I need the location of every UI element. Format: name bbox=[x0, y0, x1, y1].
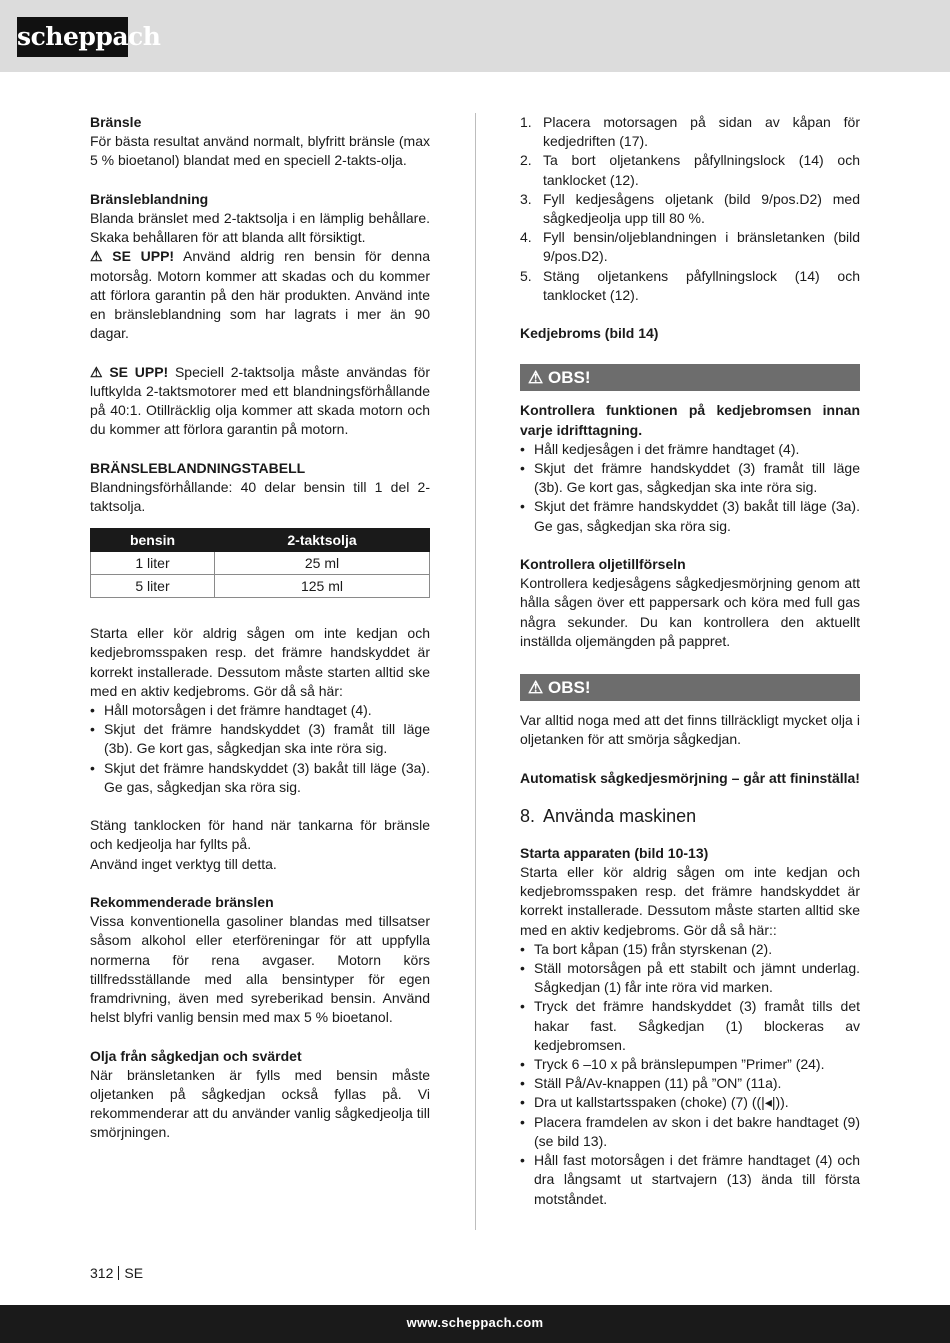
list-item: • Ta bort kåpan (15) från styrskenan (2). bbox=[520, 940, 860, 959]
table-cell: 125 ml bbox=[215, 575, 430, 598]
obs-banner-2: ⚠ OBS! bbox=[520, 674, 860, 701]
page-footer bbox=[0, 1305, 950, 1343]
heading-starta: Starta apparaten (bild 10-13) bbox=[520, 844, 709, 861]
list-item: 3. Fyll kedjesågens oljetank (bild 9/pos.D2) med sågkedjeolja upp till 80 %. bbox=[520, 190, 860, 227]
fill-steps-list bbox=[520, 113, 860, 305]
section-title: 8. Använda maskinen bbox=[520, 805, 697, 826]
kontroll-list bbox=[520, 440, 860, 536]
left-column bbox=[90, 113, 430, 1143]
list-item: 4. Fyll bensin/oljeblandningen i bränsletanken (bild 9/pos.D2). bbox=[520, 229, 860, 265]
list-item: • Tryck 6 –10 x på bränslepumpen ”Primer” (24). bbox=[520, 1055, 860, 1074]
warning-1-text: Använd aldrig ren bensin för denna motorsåg. Motorn kommer att skadas och du kommer att förlora garantin på den här produkten. Använd inte en bränsleblandning som har lagrats i mer än 90 dagar. bbox=[90, 248, 431, 342]
text-oljetillforsel: Kontrollera kedjesågens sågkedjesmörjning genom att hålla sågen över ett pappersark och köra med full gas några sekunder. Du kan kontrollera den aktuellt inställda oljemängden på pappret. bbox=[520, 575, 860, 649]
heading-olja: Olja från sågkedjan och svärdet bbox=[90, 1047, 302, 1064]
warning-label: SE UPP! bbox=[109, 363, 169, 380]
start-list bbox=[90, 701, 430, 797]
list-item: 5. Stäng oljetankens påfyllningslock (14) och tanklocket (12). bbox=[520, 267, 860, 303]
list-item: • Dra ut kallstartsspaken (choke) (7) ((|◂|)). bbox=[520, 1093, 860, 1112]
list-item: • Håll kedjesågen i det främre handtaget (4). bbox=[520, 440, 860, 459]
heading-tabell: BRÄNSLEBLANDNINGSTABELL bbox=[90, 459, 306, 476]
table-header: bensin bbox=[91, 529, 215, 552]
list-item: • Skjut det främre handskyddet (3) framåt till läge (3b). Ge kort gas, sågkedjan ska inte röra sig. bbox=[520, 459, 860, 497]
list-item: • Ställ På/Av-knappen (11) på ”ON” (11a). bbox=[520, 1074, 860, 1093]
text-tabell: Blandningsförhållande: 40 delar bensin till 1 del 2-taktsolja. bbox=[90, 478, 430, 515]
list-item: • Tryck det främre handskyddet (3) framåt tills det hakar fast. Sågkedjan (1) blockeras av kedjebromsen. bbox=[520, 997, 860, 1055]
heading-automatisk: Automatisk sågkedjesmörjning – går att fininställa! bbox=[520, 769, 860, 786]
list-item: • Skjut det främre handskyddet (3) framåt till läge (3b). Ge kort gas, sågkedjan ska inte röra sig. bbox=[90, 720, 430, 758]
warning-icon: ⚠ bbox=[90, 363, 103, 380]
heading-bransleblandning: Bränsleblandning bbox=[90, 190, 209, 207]
heading-kontrollera: Kontrollera funktionen på kedjebromsen innan varje idrifttagning. bbox=[520, 402, 860, 438]
table-cell: 5 liter bbox=[91, 575, 215, 598]
mixing-table bbox=[90, 528, 430, 598]
warning-icon: ⚠ bbox=[90, 248, 103, 265]
list-item: • Håll motorsågen i det främre handtaget (4). bbox=[90, 701, 430, 720]
heading-rekommenderade: Rekommenderade bränslen bbox=[90, 894, 274, 911]
table-cell: 1 liter bbox=[91, 552, 215, 575]
page-number: 312 SE bbox=[90, 1265, 144, 1281]
table-header: 2-taktsolja bbox=[215, 529, 430, 552]
text-starta: Starta eller kör aldrig sågen om inte kedjan och kedjebromsspaken resp. det främre handskyddet är korrekt installerade. Dessutom måste starten alltid ske med en aktiv kedjebroms. Gör då så här:: bbox=[520, 864, 860, 938]
text-bransle: För bästa resultat använd normalt, blyfritt bränsle (max 5 % bioetanol) blandat med en speciell 2-takts-olja. bbox=[90, 133, 430, 169]
starta-list bbox=[520, 940, 860, 1209]
list-item: • Håll fast motorsågen i det främre handtaget (4) och dra långsamt ut startvajern (13) ända till första motståndet. bbox=[520, 1151, 860, 1209]
list-item: • Ställ motorsågen på ett stabilt och jämnt underlag. Sågkedjan (1) får inte röra vid marken. bbox=[520, 959, 860, 997]
website-link[interactable]: www.scheppach.com bbox=[406, 1315, 544, 1330]
heading-kedjebroms: Kedjebroms (bild 14) bbox=[520, 325, 659, 342]
obs-banner-1: ⚠ OBS! bbox=[520, 364, 860, 391]
warning-icon: ⚠ bbox=[528, 368, 544, 388]
table-cell: 25 ml bbox=[215, 552, 430, 575]
table-row bbox=[91, 575, 430, 598]
list-item: • Placera framdelen av skon i det bakre handtaget (9) (se bild 13). bbox=[520, 1113, 860, 1151]
text-olja: När bränsletanken är fylls med bensin måste oljetanken på sågkedjan också fyllas på. Vi rekommenderar att du använder vanlig sågkedjeolja till smörjningen. bbox=[90, 1066, 430, 1141]
heading-bransle: Bränsle bbox=[90, 114, 142, 130]
warning-icon: ⚠ bbox=[528, 678, 544, 698]
warning-1 bbox=[90, 247, 430, 343]
list-item: • Skjut det främre handskyddet (3) bakåt till läge (3a). Ge gas, sågkedjan ska röra sig. bbox=[90, 759, 430, 797]
list-item: 1. Placera motorsagen på sidan av kåpan för kedjedriften (17). bbox=[520, 114, 860, 150]
table-row bbox=[91, 552, 430, 575]
list-item: 2. Ta bort oljetankens påfyllningslock (14) och tanklocket (12). bbox=[520, 152, 860, 188]
text-rekommenderade: Vissa konventionella gasoliner blandas med tillsatser såsom alkohol eller eterföreningar för att uppfylla normerna för rena avgaser. Motorn körs tillfredsställande med alla bensintyper för egen framdrivning, även med syreberikad bensin. Använd helst blyfri vanlig bensin med max 5 % bioetanol. bbox=[90, 913, 430, 1026]
warning-label: SE UPP! bbox=[112, 248, 175, 265]
text-stang-2: Använd inget verktyg till detta. bbox=[90, 855, 277, 872]
text-start: Starta eller kör aldrig sågen om inte kedjan och kedjebromsspaken resp. det främre handskyddet är korrekt installerade. Dessutom måste starten alltid ske med en aktiv kedjebroms. Gör då så här: bbox=[90, 625, 430, 699]
warning-2-text: Speciell 2-taktsolja måste användas för luftkylda 2-taktsmotorer med ett blandningsförhållande på 40:1. Otillräcklig olja kommer att skada motorn och du kommer att förlora garantin på motorn. bbox=[90, 363, 431, 438]
page-header bbox=[0, 0, 950, 72]
text-stang-1: Stäng tanklocken för hand när tankarna för bränsle och kedjeolja har fyllts på. bbox=[90, 817, 430, 853]
right-column bbox=[520, 113, 860, 1209]
column-divider bbox=[475, 113, 476, 1230]
table-header-row bbox=[91, 529, 430, 552]
text-bransleblandning: Blanda bränslet med 2-taktsolja i en lämplig behållare. Skaka behållaren för att blanda allt försiktigt. bbox=[90, 210, 430, 246]
heading-oljetillforsel: Kontrollera oljetillförseln bbox=[520, 556, 686, 573]
text-obs-2: Var alltid noga med att det finns tillräckligt mycket olja i oljetanken för att smörja sågkedjan. bbox=[520, 712, 860, 748]
warning-2 bbox=[90, 363, 430, 440]
list-item: • Skjut det främre handskyddet (3) bakåt till läge (3a). Ge gas, sågkedjan ska röra sig. bbox=[520, 497, 860, 535]
scheppach-logo: scheppach bbox=[17, 17, 128, 57]
